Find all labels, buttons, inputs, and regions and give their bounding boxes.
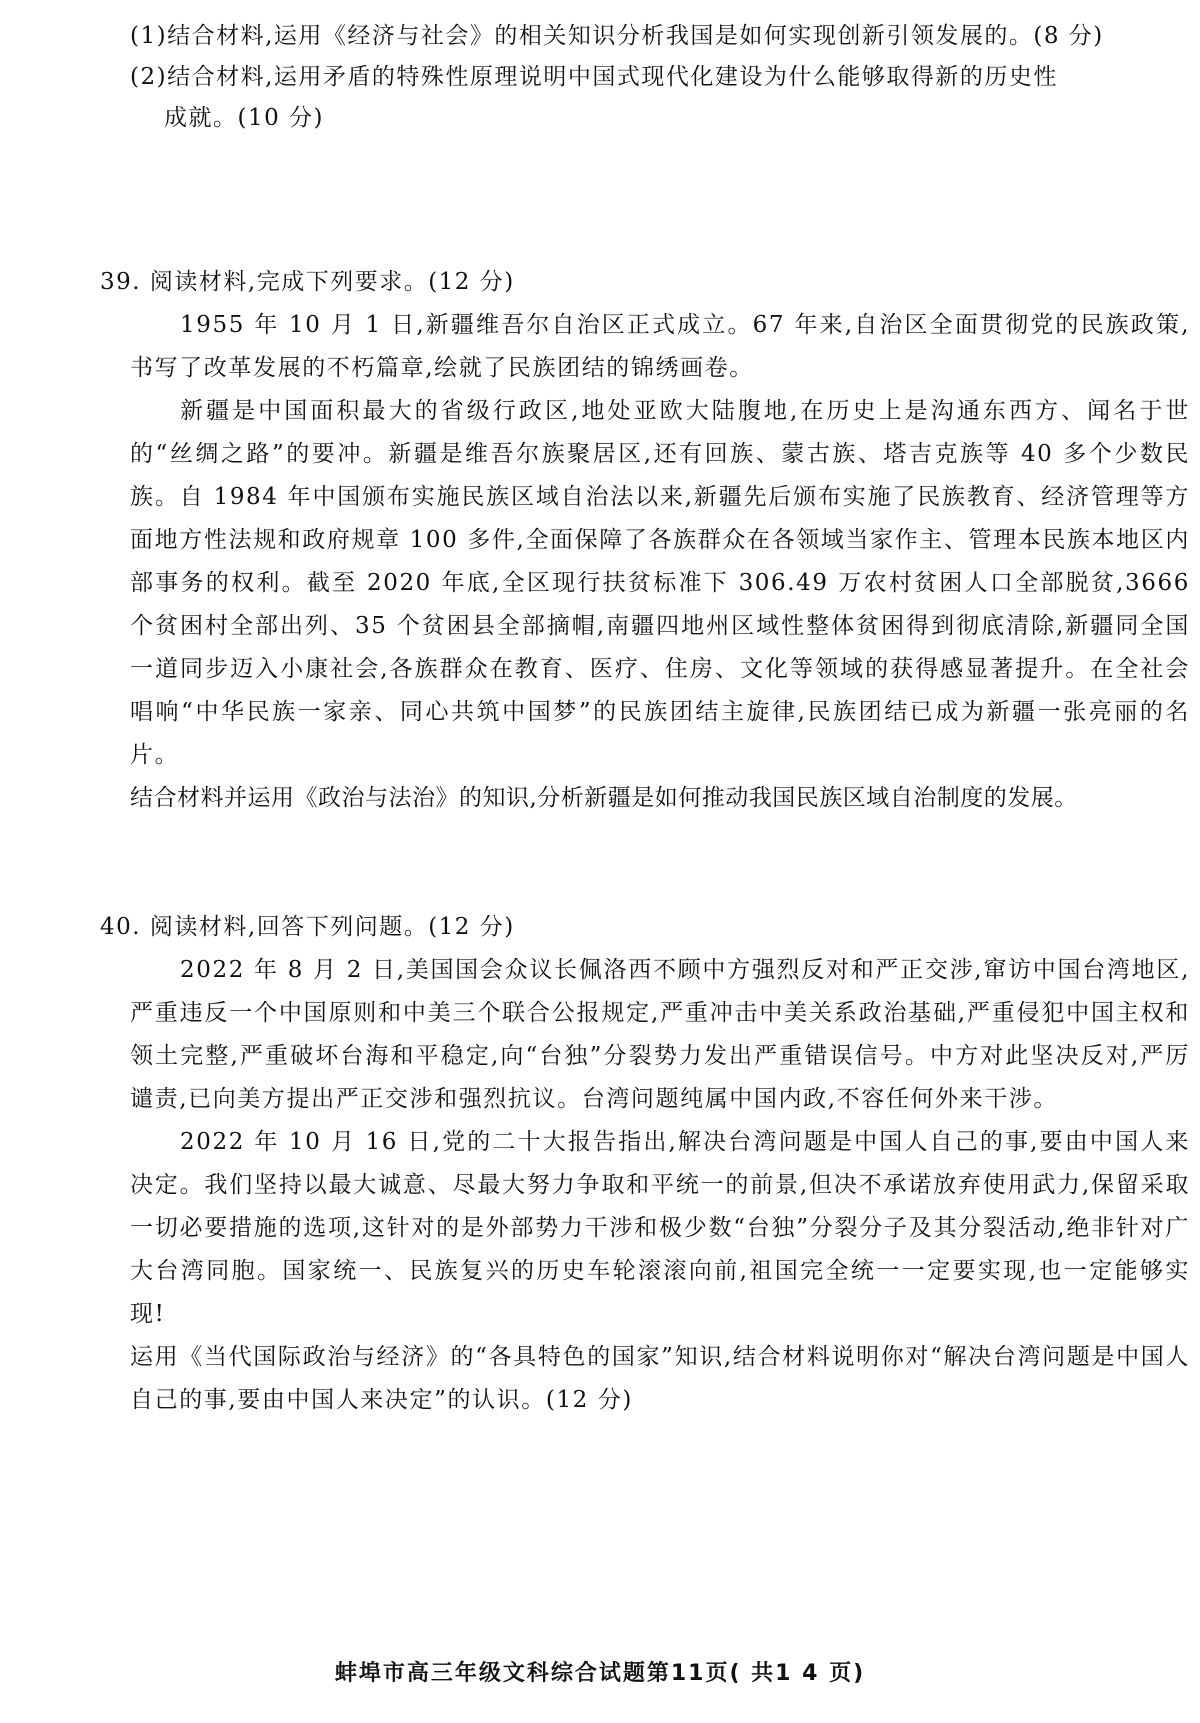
q39-paragraph-1: 1955 年 10 月 1 日,新疆维吾尔自治区正式成立。67 年来,自治区全面贯彻党的民族政策,书写了改革发展的不朽篇章,绘就了民族团结的锦绣画卷。 <box>130 312 1190 381</box>
page-footer: 蚌埠市高三年级文科综合试题第11页( 共1 4 页) <box>334 1661 866 1686</box>
subquestion-1: (1)结合材料,运用《经济与社会》的相关知识分析我国是如何实现创新引领发展的。(8 分) <box>130 23 1104 49</box>
subquestion-2: (2)结合材料,运用矛盾的特殊性原理说明中国式现代化建设为什么能够取得新的历史性 <box>130 64 1058 90</box>
q39-material <box>130 304 1190 820</box>
subquestion-2-continued: 成就。(10 分) <box>164 105 325 131</box>
q39-title: 39. 阅读材料,完成下列要求。(12 分) <box>100 269 515 295</box>
q40-requirement: 运用《当代国际政治与经济》的“各具特色的国家”知识,结合材料说明你对“解决台湾问题是中国人自己的事,要由中国人来决定”的认识。(12 分) <box>130 1344 1190 1413</box>
q40-paragraph-2: 2022 年 10 月 16 日,党的二十大报告指出,解决台湾问题是中国人自己的事,要由中国人来决定。我们坚持以最大诚意、尽最大努力争取和平统一的前景,但决不承诺放弃使用武力,保留采取一切必要措施的选项,这针对的是外部势力干涉和极少数“台独”分裂分子及其分裂活动,绝非针对广大台湾同胞。国家统一、民族复兴的历史车轮滚滚向前,祖国完全统一一定要实现,也一定能够实现! <box>130 1129 1190 1327</box>
q39-paragraph-2: 新疆是中国面积最大的省级行政区,地处亚欧大陆腹地,在历史上是沟通东西方、闻名于世的“丝绸之路”的要冲。新疆是维吾尔族聚居区,还有回族、蒙古族、塔吉克族等 40 多个少数民族。自 1984 年中国颁布实施民族区域自治法以来,新疆先后颁布实施了民族教育、经济管理等方面地方性法规和政府规章 100 多件,全面保障了各族群众在各领域当家作主、管理本民族本地区内部事务的权利。截至 2020 年底,全区现行扶贫标准下 306.49 万农村贫困人口全部脱贫,3666 个贫困村全部出列、35 个贫困县全部摘帽,南疆四地州区域性整体贫困得到彻底清除,新疆同全国一道同步迈入小康社会,各族群众在教育、医疗、住房、文化等领域的获得感显著提升。在全社会唱响“中华民族一家亲、同心共筑中国梦”的民族团结主旋律,民族团结已成为新疆一张亮丽的名片。 <box>130 398 1190 768</box>
q38-subquestions <box>130 20 1190 135</box>
q40-title: 40. 阅读材料,回答下列问题。(12 分) <box>100 914 515 940</box>
q39-requirement: 结合材料并运用《政治与法治》的知识,分析新疆是如何推动我国民族区域自治制度的发展。 <box>130 785 1078 811</box>
q40-paragraph-1: 2022 年 8 月 2 日,美国国会众议长佩洛西不顾中方强烈反对和严正交涉,窜访中国台湾地区,严重违反一个中国原则和中美三个联合公报规定,严重冲击中美关系政治基础,严重侵犯中国主权和领土完整,严重破坏台海和平稳定,向“台独”分裂势力发出严重错误信号。中方对此坚决反对,严厉谴责,已向美方提出严正交涉和强烈抗议。台湾问题纯属中国内政,不容任何外来干涉。 <box>130 957 1190 1112</box>
q40-material <box>130 949 1190 1422</box>
